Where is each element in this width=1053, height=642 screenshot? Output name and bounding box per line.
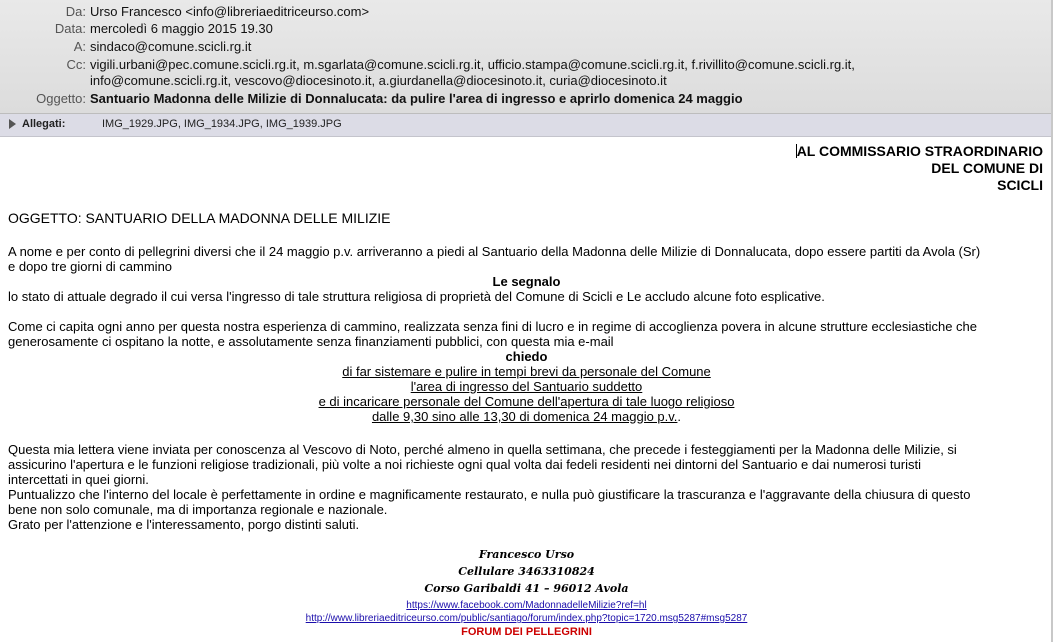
signature-phone: Cellulare 3463310824 <box>458 565 595 578</box>
paragraph-4-line-1: Questa mia lettera viene inviata per conoscenza al Vescovo di Noto, perché almeno in quella settimana, che precede i festeggiamenti per la Madonna delle Milizie, si <box>8 442 957 457</box>
signature-address: Corso Garibaldi 41 – 96012 Avola <box>424 582 629 595</box>
date-value: mercoledì 6 maggio 2015 19.30 <box>90 21 273 36</box>
paragraph-5-line-2: bene non solo comunale, ma di importanza regionale e nazionale. <box>8 502 388 517</box>
to-label: A: <box>73 39 86 54</box>
subject-value: Santuario Madonna delle Milizie di Donnalucata: da pulire l'area di ingresso e aprirlo domenica 24 maggio <box>90 91 743 106</box>
request-line-4-text: dalle 9,30 sino alle 13,30 di domenica 24 maggio p.v. <box>371 409 678 424</box>
paragraph-1-line-2: e dopo tre giorni di cammino <box>8 259 173 274</box>
request-line-2: l'area di ingresso del Santuario suddetto <box>410 379 643 394</box>
disclosure-triangle-icon[interactable] <box>9 119 16 129</box>
request-line-4-period: . <box>677 409 682 424</box>
cc-label: Cc: <box>66 57 86 72</box>
chiedo-heading: chiedo <box>505 349 548 364</box>
to-value[interactable]: sindaco@comune.scicli.rg.it <box>90 39 252 54</box>
forum-link[interactable]: http://www.libreriaeditriceurso.com/public/santiago/forum/index.php?topic=1720.msg5287#msg5287 <box>305 613 748 624</box>
mail-header <box>0 0 1053 114</box>
request-line-3: e di incaricare personale del Comune dell'apertura di tale luogo religioso <box>318 394 735 409</box>
paragraph-3-line-2: generosamente ci ospitano la notte, e assolutamente senza finanziamenti pubblici, con questa mia e-mail <box>8 334 614 349</box>
date-label: Data: <box>54 21 86 36</box>
cc-line-1[interactable]: vigili.urbani@pec.comune.scicli.rg.it, m.sgarlata@comune.scicli.rg.it, ufficio.stampa@comune.scicli.rg.it, f.rivillito@comune.scicli.rg.it, <box>90 57 855 72</box>
cc-line-2[interactable]: info@comune.scicli.rg.it, vescovo@diocesinoto.it, a.giurdanella@diocesinoto.it, curia@diocesinoto.it <box>90 73 667 88</box>
closing-line: Grato per l'attenzione e l'interessamento, porgo distinti saluti. <box>8 517 360 532</box>
attachments-label: Allegati: <box>22 118 66 130</box>
paragraph-4-line-2: assicurino l'apertura e le funzioni religiose tradizionali, più volte a noi richieste ogni qual volta dai fedeli residenti nei dintorni del Santuario e dai numerosi turisti <box>8 457 921 472</box>
paragraph-2: lo stato di attuale degrado il cui versa l'ingresso di tale struttura religiosa di proprietà del Comune di Scicli e Le accludo alcune foto esplicative. <box>8 289 825 304</box>
request-line-1: di far sistemare e pulire in tempi brevi da personale del Comune <box>342 364 711 379</box>
recipient-block <box>796 143 1043 194</box>
signature-name: Francesco Urso <box>478 548 575 561</box>
attachments-bar <box>0 114 1053 137</box>
paragraph-5-line-1: Puntualizzo che l'interno del locale è perfettamente in ordine e magnificamente restaurato, e nulla può giustificare la trascuranza e l'aggravante della chiusura di questo <box>8 487 971 502</box>
paragraph-1-line-1: A nome e per conto di pellegrini diversi che il 24 maggio p.v. arriveranno a piedi al Santuario della Madonna delle Milizie di Donnalucata, dopo essere partiti da Avola (Sr) <box>8 244 981 259</box>
letter-subject: OGGETTO: SANTUARIO DELLA MADONNA DELLE MILIZIE <box>8 210 391 226</box>
recipient-line-2: DEL COMUNE DI <box>931 160 1043 176</box>
request-line-4 <box>0 409 1053 424</box>
forum-label: FORUM DEI PELLEGRINI <box>461 626 592 638</box>
message-body <box>0 137 1053 642</box>
paragraph-4-line-3: intercettati in quei giorni. <box>8 472 149 487</box>
segnalo-heading: Le segnalo <box>492 274 561 289</box>
attachments-files[interactable]: IMG_1929.JPG, IMG_1934.JPG, IMG_1939.JPG <box>102 118 342 130</box>
from-value[interactable]: Urso Francesco <info@libreriaeditriceurso.com> <box>90 4 370 19</box>
recipient-line-3: SCICLI <box>997 177 1043 193</box>
recipient-line-1: AL COMMISSARIO STRAORDINARIO <box>796 143 1043 159</box>
from-label: Da: <box>65 4 86 19</box>
facebook-link[interactable]: https://www.facebook.com/MadonnadelleMilizie?ref=hl <box>406 600 647 611</box>
paragraph-3-line-1: Come ci capita ogni anno per questa nostra esperienza di cammino, realizzata senza fini di lucro e in regime di accoglienza povera in alcune strutture ecclesiastiche che <box>8 319 978 334</box>
subject-label: Oggetto: <box>36 91 86 106</box>
